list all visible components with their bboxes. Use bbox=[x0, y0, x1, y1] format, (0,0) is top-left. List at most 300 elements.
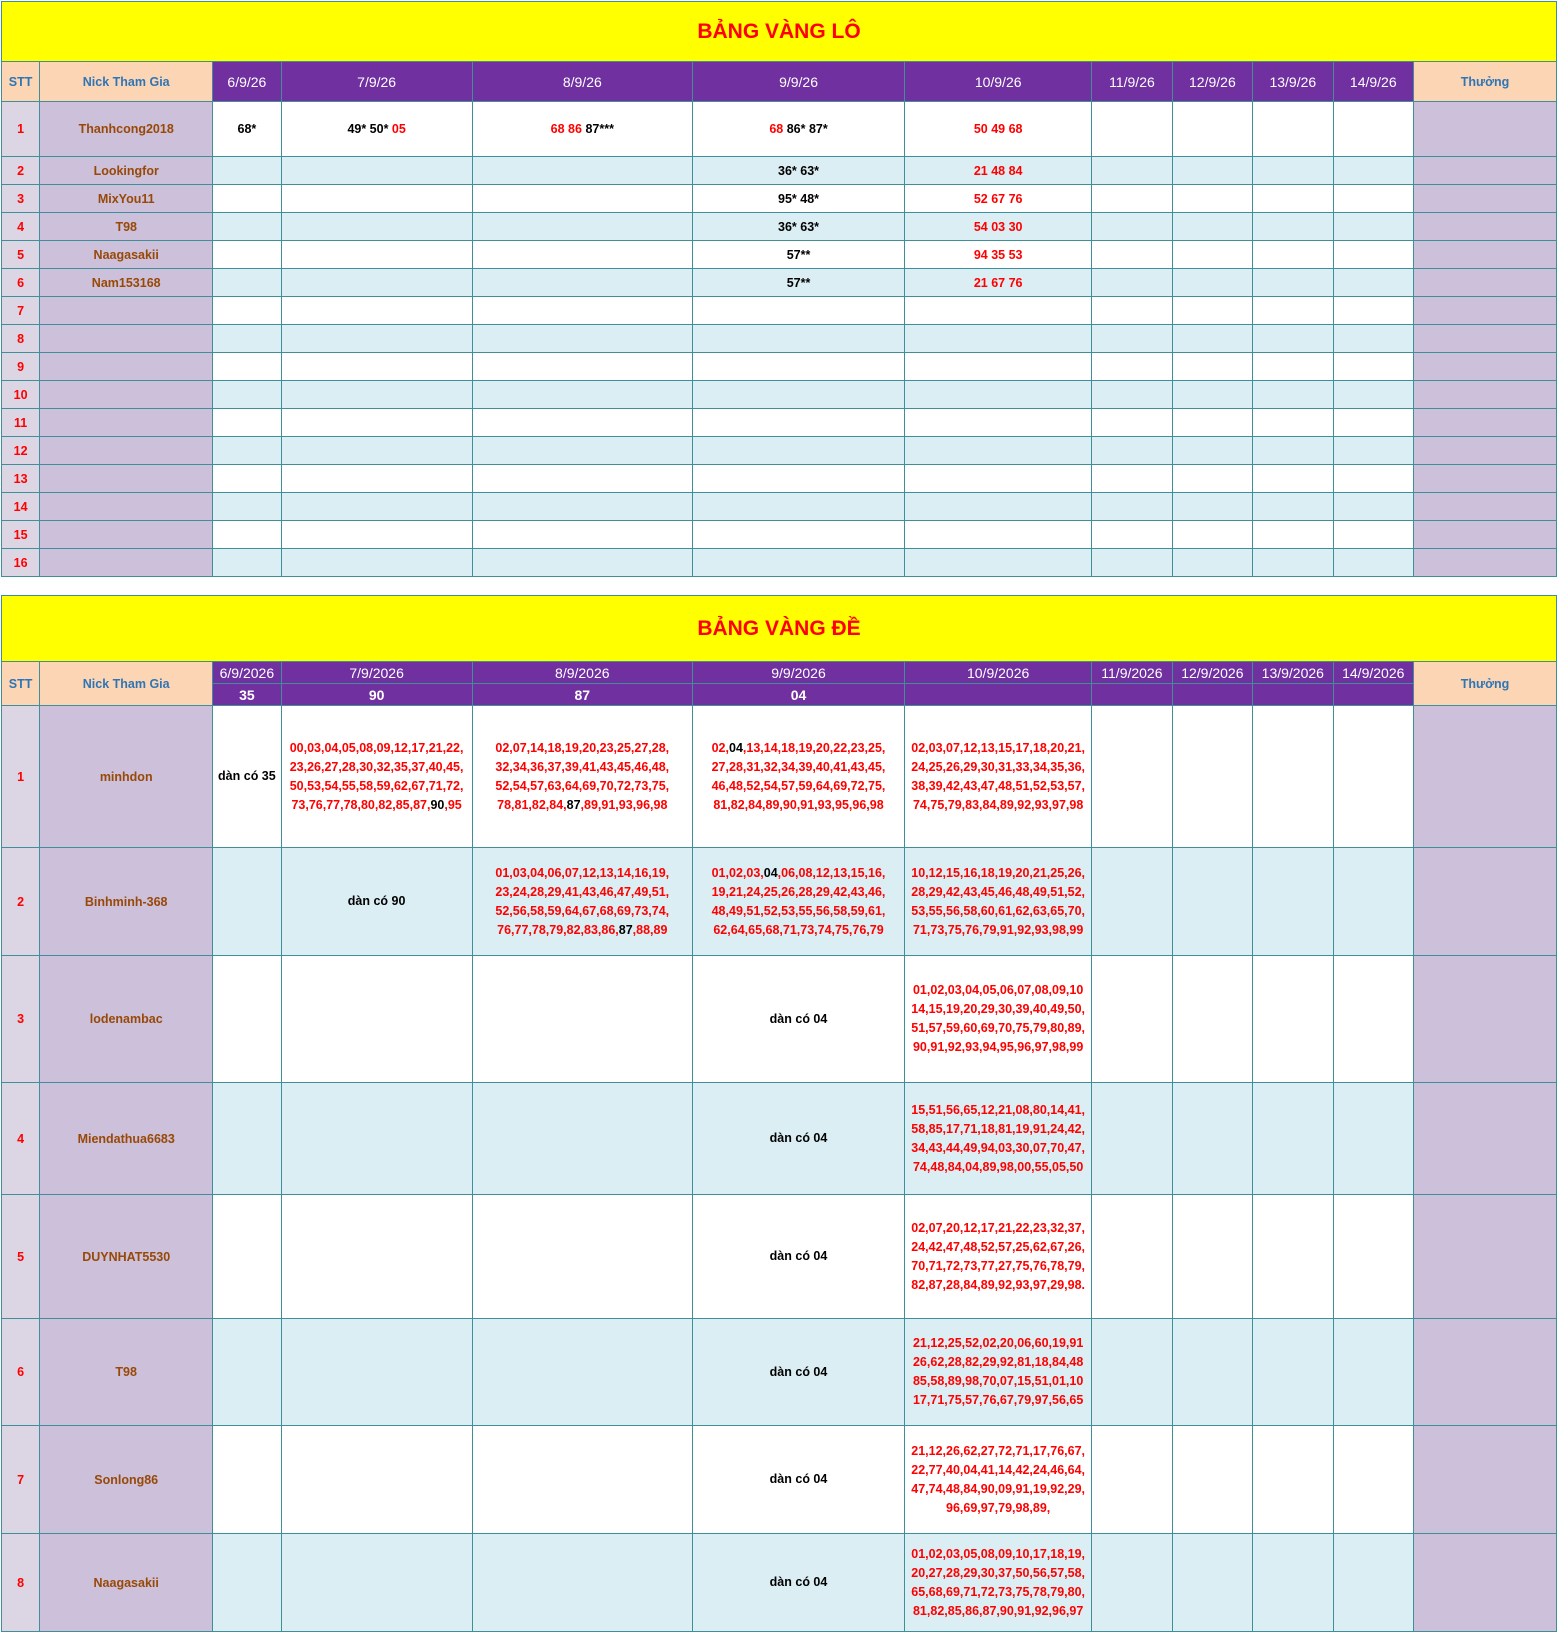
lo-pick-cell[interactable] bbox=[281, 437, 472, 465]
lo-pick-cell[interactable] bbox=[1253, 353, 1333, 381]
lo-pick-cell[interactable] bbox=[905, 465, 1092, 493]
de-pick-cell[interactable] bbox=[213, 706, 281, 848]
lo-row bbox=[2, 297, 1557, 325]
lo-pick-cell[interactable] bbox=[281, 549, 472, 577]
lo-pick-cell[interactable] bbox=[905, 269, 1092, 297]
lo-pick-cell[interactable] bbox=[905, 213, 1092, 241]
lo-pick-cell[interactable] bbox=[1172, 297, 1252, 325]
lo-row-stt[interactable]: 13 bbox=[2, 465, 40, 493]
lo-pick-cell[interactable] bbox=[213, 157, 281, 185]
lo-row-stt[interactable]: 14 bbox=[2, 493, 40, 521]
lo-pick-cell[interactable] bbox=[213, 297, 281, 325]
lo-pick-cell[interactable] bbox=[1172, 241, 1252, 269]
de-pick-cell[interactable] bbox=[472, 1195, 692, 1319]
lo-pick-cell[interactable] bbox=[472, 269, 692, 297]
lo-pick-cell[interactable] bbox=[213, 102, 281, 157]
de-row-nick[interactable]: minhdon bbox=[40, 706, 213, 848]
de-row-stt[interactable]: 5 bbox=[2, 1195, 40, 1319]
de-pick-cell[interactable] bbox=[1172, 1195, 1252, 1319]
lo-row bbox=[2, 493, 1557, 521]
lo-pick-cell[interactable] bbox=[905, 409, 1092, 437]
lo-pick-cell[interactable] bbox=[1253, 549, 1333, 577]
lo-pick-cell[interactable] bbox=[905, 325, 1092, 353]
lo-row-prize[interactable] bbox=[1414, 213, 1557, 241]
lo-pick-cell[interactable] bbox=[1253, 493, 1333, 521]
lo-row-nick[interactable] bbox=[40, 465, 213, 493]
lo-pick-cell[interactable] bbox=[1092, 102, 1172, 157]
de-pick-cell[interactable] bbox=[692, 1195, 904, 1319]
lo-pick-cell[interactable] bbox=[692, 381, 904, 409]
lo-row-prize[interactable] bbox=[1414, 102, 1557, 157]
de-pick-cell[interactable] bbox=[1253, 848, 1333, 956]
de-pick-cell[interactable] bbox=[1333, 1426, 1413, 1534]
de-pick-cell[interactable] bbox=[692, 706, 904, 848]
lo-pick-cell[interactable] bbox=[281, 409, 472, 437]
lo-pick-cell[interactable] bbox=[1333, 157, 1413, 185]
de-row-stt[interactable]: 4 bbox=[2, 1083, 40, 1195]
lo-pick-cell[interactable] bbox=[1253, 465, 1333, 493]
lo-pick-cell[interactable] bbox=[905, 549, 1092, 577]
lo-pick-cell[interactable] bbox=[1092, 325, 1172, 353]
lo-row-prize[interactable] bbox=[1414, 241, 1557, 269]
de-row-nick[interactable]: Binhminh-368 bbox=[40, 848, 213, 956]
lo-pick-cell[interactable] bbox=[213, 409, 281, 437]
lo-row-nick[interactable] bbox=[40, 297, 213, 325]
de-pick-cell[interactable] bbox=[692, 1083, 904, 1195]
de-pick-cell[interactable] bbox=[472, 848, 692, 956]
de-pick-cell[interactable] bbox=[1172, 706, 1252, 848]
lo-pick-cell[interactable] bbox=[1333, 381, 1413, 409]
lo-pick-cell[interactable] bbox=[1253, 213, 1333, 241]
lo-row-stt[interactable]: 2 bbox=[2, 157, 40, 185]
de-pick-cell[interactable] bbox=[281, 1195, 472, 1319]
lo-pick-cell[interactable] bbox=[1333, 549, 1413, 577]
lo-row-nick[interactable] bbox=[40, 409, 213, 437]
lo-pick-cell[interactable] bbox=[692, 521, 904, 549]
de-row-prize[interactable] bbox=[1413, 706, 1556, 848]
de-pick-cell[interactable] bbox=[472, 706, 692, 848]
lo-row-prize[interactable] bbox=[1414, 493, 1557, 521]
lo-pick-cell[interactable] bbox=[472, 241, 692, 269]
de-pick-cell[interactable] bbox=[1253, 1083, 1333, 1195]
lo-pick-cell[interactable] bbox=[1092, 241, 1172, 269]
pick-text: 21 48 84 bbox=[973, 163, 1023, 178]
lo-pick-cell[interactable] bbox=[1172, 185, 1252, 213]
de-pick-cell[interactable] bbox=[692, 848, 904, 956]
lo-pick-cell[interactable] bbox=[905, 353, 1092, 381]
lo-pick-cell[interactable] bbox=[281, 521, 472, 549]
lo-row-nick[interactable] bbox=[40, 353, 213, 381]
lo-row-prize[interactable] bbox=[1414, 521, 1557, 549]
de-pick-cell[interactable] bbox=[1092, 956, 1172, 1083]
lo-pick-cell[interactable] bbox=[905, 493, 1092, 521]
lo-row-stt[interactable]: 4 bbox=[2, 213, 40, 241]
lo-pick-cell[interactable] bbox=[905, 102, 1092, 157]
lo-row-prize[interactable] bbox=[1414, 185, 1557, 213]
lo-pick-cell[interactable] bbox=[472, 157, 692, 185]
lo-pick-cell[interactable] bbox=[1172, 269, 1252, 297]
de-pick-cell[interactable] bbox=[1333, 1319, 1413, 1426]
de-pick-cell[interactable] bbox=[281, 1426, 472, 1534]
lo-pick-cell[interactable] bbox=[1172, 381, 1252, 409]
lo-pick-cell[interactable] bbox=[1172, 325, 1252, 353]
de-pick-cell[interactable] bbox=[472, 1534, 692, 1632]
lo-pick-cell[interactable] bbox=[472, 213, 692, 241]
lo-row-nick[interactable] bbox=[40, 549, 213, 577]
de-row-prize[interactable] bbox=[1413, 956, 1556, 1083]
lo-row-stt[interactable]: 3 bbox=[2, 185, 40, 213]
de-row-nick[interactable]: DUYNHAT5530 bbox=[40, 1195, 213, 1319]
de-row-prize[interactable] bbox=[1413, 1083, 1556, 1195]
lo-pick-cell[interactable] bbox=[905, 185, 1092, 213]
lo-pick-cell[interactable] bbox=[905, 521, 1092, 549]
lo-pick-cell[interactable] bbox=[281, 465, 472, 493]
de-pick-cell[interactable] bbox=[905, 706, 1092, 848]
lo-row-nick[interactable] bbox=[40, 381, 213, 409]
lo-row-stt[interactable]: 7 bbox=[2, 297, 40, 325]
lo-pick-cell[interactable] bbox=[1092, 381, 1172, 409]
lo-pick-cell[interactable] bbox=[692, 185, 904, 213]
lo-pick-cell[interactable] bbox=[1092, 409, 1172, 437]
lo-pick-cell[interactable] bbox=[905, 297, 1092, 325]
lo-row-stt[interactable]: 5 bbox=[2, 241, 40, 269]
lo-pick-cell[interactable] bbox=[281, 185, 472, 213]
lo-row-prize[interactable] bbox=[1414, 409, 1557, 437]
lo-pick-cell[interactable] bbox=[1092, 465, 1172, 493]
pick-text: 36* 63* bbox=[778, 163, 820, 178]
de-pick-cell[interactable] bbox=[281, 1319, 472, 1426]
lo-pick-cell[interactable] bbox=[1172, 102, 1252, 157]
de-pick-cell[interactable] bbox=[1172, 848, 1252, 956]
lo-pick-cell[interactable] bbox=[692, 102, 904, 157]
lo-pick-cell[interactable] bbox=[1172, 157, 1252, 185]
lo-row-nick[interactable]: T98 bbox=[40, 213, 213, 241]
lo-pick-cell[interactable] bbox=[1333, 521, 1413, 549]
de-pick-cell[interactable] bbox=[905, 1083, 1092, 1195]
de-row-nick[interactable]: Naagasakii bbox=[40, 1534, 213, 1632]
de-pick-cell[interactable] bbox=[472, 1426, 692, 1534]
lo-row-stt[interactable]: 9 bbox=[2, 353, 40, 381]
lo-pick-cell[interactable] bbox=[1333, 297, 1413, 325]
lo-row-stt[interactable]: 6 bbox=[2, 269, 40, 297]
lo-pick-cell[interactable] bbox=[1333, 102, 1413, 157]
de-pick-cell[interactable] bbox=[905, 1195, 1092, 1319]
de-pick-cell[interactable] bbox=[1253, 1534, 1333, 1632]
lo-pick-cell[interactable] bbox=[1092, 493, 1172, 521]
de-row-stt[interactable]: 7 bbox=[2, 1426, 40, 1534]
lo-pick-cell[interactable] bbox=[213, 549, 281, 577]
lo-pick-cell[interactable] bbox=[1253, 297, 1333, 325]
lo-pick-cell[interactable] bbox=[692, 409, 904, 437]
lo-pick-cell[interactable] bbox=[1172, 213, 1252, 241]
de-pick-cell[interactable] bbox=[1092, 848, 1172, 956]
de-pick-cell[interactable] bbox=[692, 1426, 904, 1534]
de-pick-cell[interactable] bbox=[1253, 956, 1333, 1083]
lo-row-nick[interactable] bbox=[40, 493, 213, 521]
lo-pick-cell[interactable] bbox=[692, 241, 904, 269]
lo-pick-cell[interactable] bbox=[281, 157, 472, 185]
lo-pick-cell[interactable] bbox=[213, 185, 281, 213]
lo-pick-cell[interactable] bbox=[1092, 549, 1172, 577]
lo-row-nick[interactable] bbox=[40, 325, 213, 353]
de-row-prize[interactable] bbox=[1413, 848, 1556, 956]
lo-pick-cell[interactable] bbox=[1092, 297, 1172, 325]
lo-pick-cell[interactable] bbox=[905, 241, 1092, 269]
de-row-nick[interactable]: lodenambac bbox=[40, 956, 213, 1083]
lo-pick-cell[interactable] bbox=[692, 269, 904, 297]
lo-row-stt[interactable]: 11 bbox=[2, 409, 40, 437]
de-title: BẢNG VÀNG ĐỀ bbox=[2, 596, 1557, 662]
lo-pick-cell[interactable] bbox=[692, 297, 904, 325]
lo-pick-cell[interactable] bbox=[1253, 521, 1333, 549]
de-header-prize: Thưởng bbox=[1413, 662, 1556, 706]
de-pick-cell[interactable] bbox=[1253, 1426, 1333, 1534]
lo-pick-cell[interactable] bbox=[1172, 493, 1252, 521]
lo-row-prize[interactable] bbox=[1414, 437, 1557, 465]
de-pick-cell[interactable] bbox=[1333, 1534, 1413, 1632]
de-pick-cell[interactable] bbox=[1253, 1319, 1333, 1426]
lo-pick-cell[interactable] bbox=[281, 381, 472, 409]
de-pick-cell[interactable] bbox=[213, 1319, 281, 1426]
de-pick-cell[interactable] bbox=[1092, 1426, 1172, 1534]
de-pick-cell[interactable] bbox=[905, 1534, 1092, 1632]
lo-pick-cell[interactable] bbox=[213, 213, 281, 241]
lo-pick-cell[interactable] bbox=[213, 269, 281, 297]
lo-pick-cell[interactable] bbox=[1092, 437, 1172, 465]
de-pick-cell[interactable] bbox=[1092, 1534, 1172, 1632]
lo-pick-cell[interactable] bbox=[1333, 465, 1413, 493]
lo-pick-cell[interactable] bbox=[472, 325, 692, 353]
de-pick-cell[interactable] bbox=[281, 1534, 472, 1632]
de-pick-cell[interactable] bbox=[472, 1319, 692, 1426]
lo-pick-cell[interactable] bbox=[1092, 353, 1172, 381]
lo-pick-cell[interactable] bbox=[1333, 269, 1413, 297]
lo-pick-cell[interactable] bbox=[472, 465, 692, 493]
lo-row-prize[interactable] bbox=[1414, 465, 1557, 493]
lo-pick-cell[interactable] bbox=[213, 241, 281, 269]
de-pick-cell[interactable] bbox=[472, 956, 692, 1083]
lo-pick-cell[interactable] bbox=[1092, 269, 1172, 297]
lo-pick-cell[interactable] bbox=[1172, 521, 1252, 549]
de-pick-cell[interactable] bbox=[213, 848, 281, 956]
lo-pick-cell[interactable] bbox=[1333, 437, 1413, 465]
pick-text: 01,02,03,04,05,06,07,08,09,10 14,15,19,20,29,30,39,40,49,50, 51,57,59,60,69,70,75,79,80,89, 90,91,92,93,94,95,96,97,98,99 bbox=[911, 983, 1086, 1054]
de-pick-cell[interactable] bbox=[1333, 1083, 1413, 1195]
lo-pick-cell[interactable] bbox=[1253, 185, 1333, 213]
lo-pick-cell[interactable] bbox=[1333, 213, 1413, 241]
de-row-stt[interactable]: 6 bbox=[2, 1319, 40, 1426]
de-pick-cell[interactable] bbox=[1333, 956, 1413, 1083]
lo-row-nick[interactable]: Nam153168 bbox=[40, 269, 213, 297]
lo-pick-cell[interactable] bbox=[1172, 409, 1252, 437]
lo-pick-cell[interactable] bbox=[213, 325, 281, 353]
lo-row-stt[interactable]: 16 bbox=[2, 549, 40, 577]
lo-pick-cell[interactable] bbox=[1253, 409, 1333, 437]
lo-pick-cell[interactable] bbox=[213, 493, 281, 521]
de-pick-cell[interactable] bbox=[1333, 848, 1413, 956]
de-row-nick[interactable]: T98 bbox=[40, 1319, 213, 1426]
lo-pick-cell[interactable] bbox=[213, 465, 281, 493]
lo-row-nick[interactable]: Thanhcong2018 bbox=[40, 102, 213, 157]
lo-row-stt[interactable]: 1 bbox=[2, 102, 40, 157]
lo-pick-cell[interactable] bbox=[1253, 157, 1333, 185]
lo-pick-cell[interactable] bbox=[1333, 325, 1413, 353]
lo-pick-cell[interactable] bbox=[1172, 437, 1252, 465]
lo-pick-cell[interactable] bbox=[692, 325, 904, 353]
lo-pick-cell[interactable] bbox=[1172, 465, 1252, 493]
de-pick-cell[interactable] bbox=[213, 1083, 281, 1195]
de-pick-cell[interactable] bbox=[281, 956, 472, 1083]
de-pick-cell[interactable] bbox=[1172, 956, 1252, 1083]
de-result: 87 bbox=[472, 684, 692, 706]
lo-row-prize[interactable] bbox=[1414, 297, 1557, 325]
lo-pick-cell[interactable] bbox=[692, 549, 904, 577]
lo-pick-cell[interactable] bbox=[1253, 437, 1333, 465]
lo-pick-cell[interactable] bbox=[472, 353, 692, 381]
lo-pick-cell[interactable] bbox=[1092, 213, 1172, 241]
lo-row-prize[interactable] bbox=[1414, 353, 1557, 381]
de-pick-cell[interactable] bbox=[1092, 1083, 1172, 1195]
de-header-date: 9/9/2026 bbox=[692, 662, 904, 684]
de-pick-cell[interactable] bbox=[905, 1319, 1092, 1426]
pick-text: ,13,14,18,19,20,22,23,25, 27,28,31,32,34,39,40,41,43,45, 46,48,52,54,57,59,64,69,72,75, 81,82,84,89,90,91,93,95,96,98 bbox=[711, 740, 886, 812]
lo-pick-cell[interactable] bbox=[281, 213, 472, 241]
de-pick-cell[interactable] bbox=[281, 848, 472, 956]
pick-text: ,88,89 bbox=[632, 922, 668, 937]
de-pick-cell[interactable] bbox=[1333, 1195, 1413, 1319]
lo-pick-cell[interactable] bbox=[1253, 269, 1333, 297]
de-pick-cell[interactable] bbox=[905, 848, 1092, 956]
lo-pick-cell[interactable] bbox=[1333, 353, 1413, 381]
lo-pick-cell[interactable] bbox=[1253, 381, 1333, 409]
lo-pick-cell[interactable] bbox=[1092, 185, 1172, 213]
lo-pick-cell[interactable] bbox=[281, 269, 472, 297]
lo-pick-cell[interactable] bbox=[281, 493, 472, 521]
lo-row-prize[interactable] bbox=[1414, 325, 1557, 353]
lo-row-prize[interactable] bbox=[1414, 549, 1557, 577]
de-row-stt[interactable]: 2 bbox=[2, 848, 40, 956]
lo-pick-cell[interactable] bbox=[1092, 521, 1172, 549]
lo-pick-cell[interactable] bbox=[692, 213, 904, 241]
lo-pick-cell[interactable] bbox=[692, 465, 904, 493]
lo-pick-cell[interactable] bbox=[692, 157, 904, 185]
lo-pick-cell[interactable] bbox=[472, 102, 692, 157]
de-pick-cell[interactable] bbox=[905, 1426, 1092, 1534]
de-pick-cell[interactable] bbox=[1253, 706, 1333, 848]
lo-row-stt[interactable]: 8 bbox=[2, 325, 40, 353]
lo-pick-cell[interactable] bbox=[472, 297, 692, 325]
lo-pick-cell[interactable] bbox=[472, 493, 692, 521]
lo-row-stt[interactable]: 12 bbox=[2, 437, 40, 465]
lo-pick-cell[interactable] bbox=[281, 325, 472, 353]
lo-pick-cell[interactable] bbox=[281, 102, 472, 157]
pick-text: 05 bbox=[391, 122, 406, 136]
lo-pick-cell[interactable] bbox=[472, 185, 692, 213]
lo-pick-cell[interactable] bbox=[1092, 157, 1172, 185]
de-pick-cell[interactable] bbox=[1092, 1319, 1172, 1426]
lo-row-stt[interactable]: 10 bbox=[2, 381, 40, 409]
lo-pick-cell[interactable] bbox=[213, 381, 281, 409]
de-row-nick[interactable]: Sonlong86 bbox=[40, 1426, 213, 1534]
de-row-stt[interactable]: 1 bbox=[2, 706, 40, 848]
de-pick-cell[interactable] bbox=[905, 956, 1092, 1083]
lo-pick-cell[interactable] bbox=[281, 353, 472, 381]
de-row-prize[interactable] bbox=[1413, 1319, 1556, 1426]
lo-row-prize[interactable] bbox=[1414, 157, 1557, 185]
lo-pick-cell[interactable] bbox=[281, 297, 472, 325]
lo-row-nick[interactable] bbox=[40, 437, 213, 465]
de-pick-cell[interactable] bbox=[1253, 1195, 1333, 1319]
de-row-prize[interactable] bbox=[1413, 1534, 1556, 1632]
lo-pick-cell[interactable] bbox=[905, 157, 1092, 185]
de-pick-cell[interactable] bbox=[1172, 1083, 1252, 1195]
lo-pick-cell[interactable] bbox=[905, 381, 1092, 409]
lo-pick-cell[interactable] bbox=[472, 381, 692, 409]
lo-row-nick[interactable]: MixYou11 bbox=[40, 185, 213, 213]
de-pick-cell[interactable] bbox=[281, 1083, 472, 1195]
lo-pick-cell[interactable] bbox=[1172, 353, 1252, 381]
lo-pick-cell[interactable] bbox=[281, 241, 472, 269]
de-pick-cell[interactable] bbox=[213, 1534, 281, 1632]
lo-row-prize[interactable] bbox=[1414, 381, 1557, 409]
de-row-stt[interactable]: 3 bbox=[2, 956, 40, 1083]
de-pick-cell[interactable] bbox=[213, 1195, 281, 1319]
de-row-stt[interactable]: 8 bbox=[2, 1534, 40, 1632]
lo-pick-cell[interactable] bbox=[692, 353, 904, 381]
lo-pick-cell[interactable] bbox=[472, 437, 692, 465]
de-pick-cell[interactable] bbox=[1172, 1534, 1252, 1632]
de-pick-cell[interactable] bbox=[692, 956, 904, 1083]
lo-pick-cell[interactable] bbox=[1333, 493, 1413, 521]
de-pick-cell[interactable] bbox=[1092, 1195, 1172, 1319]
de-row-prize[interactable] bbox=[1413, 1195, 1556, 1319]
lo-pick-cell[interactable] bbox=[472, 549, 692, 577]
de-pick-cell[interactable] bbox=[1333, 706, 1413, 848]
de-row-prize[interactable] bbox=[1413, 1426, 1556, 1534]
lo-row-nick[interactable]: Naagasakii bbox=[40, 241, 213, 269]
de-row-nick[interactable]: Miendathua6683 bbox=[40, 1083, 213, 1195]
lo-pick-cell[interactable] bbox=[1253, 325, 1333, 353]
lo-pick-cell[interactable] bbox=[1333, 185, 1413, 213]
de-pick-cell[interactable] bbox=[692, 1534, 904, 1632]
lo-pick-cell[interactable] bbox=[1253, 102, 1333, 157]
lo-row-stt[interactable]: 15 bbox=[2, 521, 40, 549]
lo-pick-cell[interactable] bbox=[213, 437, 281, 465]
de-pick-cell[interactable] bbox=[213, 1426, 281, 1534]
lo-pick-cell[interactable] bbox=[472, 409, 692, 437]
lo-pick-cell[interactable] bbox=[692, 493, 904, 521]
lo-row-prize[interactable] bbox=[1414, 269, 1557, 297]
lo-pick-cell[interactable] bbox=[213, 521, 281, 549]
lo-pick-cell[interactable] bbox=[1333, 241, 1413, 269]
de-pick-cell[interactable] bbox=[1092, 706, 1172, 848]
lo-pick-cell[interactable] bbox=[692, 437, 904, 465]
lo-pick-cell[interactable] bbox=[1253, 241, 1333, 269]
lo-row-nick[interactable]: Lookingfor bbox=[40, 157, 213, 185]
de-pick-cell[interactable] bbox=[1172, 1426, 1252, 1534]
de-pick-cell[interactable] bbox=[281, 706, 472, 848]
de-pick-cell[interactable] bbox=[692, 1319, 904, 1426]
lo-pick-cell[interactable] bbox=[472, 521, 692, 549]
de-pick-cell[interactable] bbox=[213, 956, 281, 1083]
lo-pick-cell[interactable] bbox=[905, 437, 1092, 465]
lo-pick-cell[interactable] bbox=[1333, 409, 1413, 437]
de-pick-cell[interactable] bbox=[1172, 1319, 1252, 1426]
lo-pick-cell[interactable] bbox=[1172, 549, 1252, 577]
de-pick-cell[interactable] bbox=[472, 1083, 692, 1195]
lo-pick-cell[interactable] bbox=[213, 353, 281, 381]
lo-row-nick[interactable] bbox=[40, 521, 213, 549]
